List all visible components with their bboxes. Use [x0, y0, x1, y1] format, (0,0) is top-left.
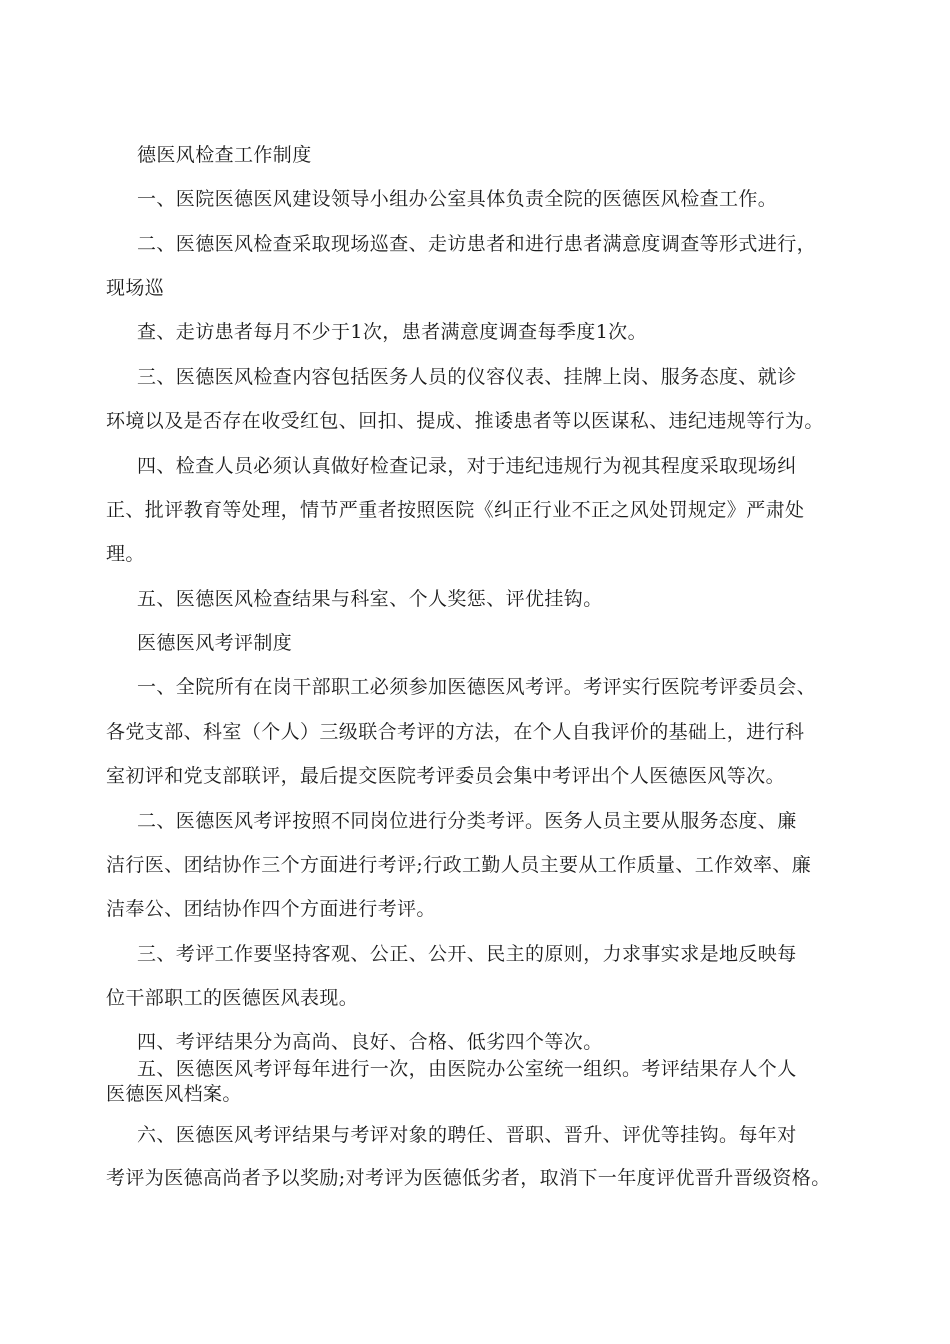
paragraph-line: 各党支部、科室（个人）三级联合考评的方法，在个人自我评价的基础上，进行科: [106, 721, 805, 743]
section-title-inspection: 德医风检查工作制度: [137, 144, 312, 166]
paragraph-line: 五、医德医风考评每年进行一次，由医院办公室统一组织。考评结果存人个人: [137, 1058, 797, 1080]
section-title-evaluation: 医德医风考评制度: [137, 632, 293, 654]
paragraph-line: 理。: [106, 543, 145, 565]
paragraph-line: 三、医德医风检查内容包括医务人员的仪容仪表、挂牌上岗、服务态度、就诊: [137, 366, 797, 388]
paragraph-line: 查、走访患者每月不少于1次，患者满意度调查每季度1次。: [137, 321, 647, 343]
paragraph-line: 四、检查人员必须认真做好检查记录，对于违纪违规行为视其程度采取现场纠: [137, 455, 797, 477]
paragraph-line: 正、批评教育等处理，情节严重者按照医院《纠正行业不正之风处罚规定》严肃处: [106, 499, 805, 521]
paragraph-line: 位干部职工的医德医风表现。: [106, 987, 359, 1009]
paragraph-line: 洁奉公、团结协作四个方面进行考评。: [106, 898, 436, 920]
paragraph-line: 医德医风档案。: [106, 1083, 242, 1105]
paragraph-line: 五、医德医风检查结果与科室、个人奖惩、评优挂钩。: [137, 588, 603, 610]
paragraph-line: 六、医德医风考评结果与考评对象的聘任、晋职、晋升、评优等挂钩。每年对: [137, 1124, 797, 1146]
paragraph-line: 一、医院医德医风建设领导小组办公室具体负责全院的医德医风检查工作。: [137, 188, 778, 210]
paragraph-line: 洁行医、团结协作三个方面进行考评;行政工勤人员主要从工作质量、工作效率、廉: [106, 854, 812, 876]
paragraph-line: 室初评和党支部联评，最后提交医院考评委员会集中考评出个人医德医风等次。: [106, 765, 786, 787]
paragraph-line: 二、医德医风检查采取现场巡查、走访患者和进行患者满意度调查等形式进行，: [137, 233, 817, 255]
paragraph-line: 二、医德医风考评按照不同岗位进行分类考评。医务人员主要从服务态度、廉: [137, 810, 797, 832]
paragraph-line: 一、全院所有在岗干部职工必须参加医德医风考评。考评实行医院考评委员会、: [137, 676, 817, 698]
paragraph-line: 三、考评工作要坚持客观、公正、公开、民主的原则，力求事实求是地反映每: [137, 943, 797, 965]
paragraph-line: 环境以及是否存在收受红包、回扣、提成、推诿患者等以医谋私、违纪违规等行为。: [106, 410, 824, 432]
paragraph-line: 考评为医德高尚者予以奖励;对考评为医德低劣者，取消下一年度评优晋升晋级资格。: [106, 1167, 831, 1189]
paragraph-line: 四、考评结果分为高尚、良好、合格、低劣四个等次。: [137, 1031, 603, 1053]
paragraph-line: 现场巡: [106, 277, 165, 299]
